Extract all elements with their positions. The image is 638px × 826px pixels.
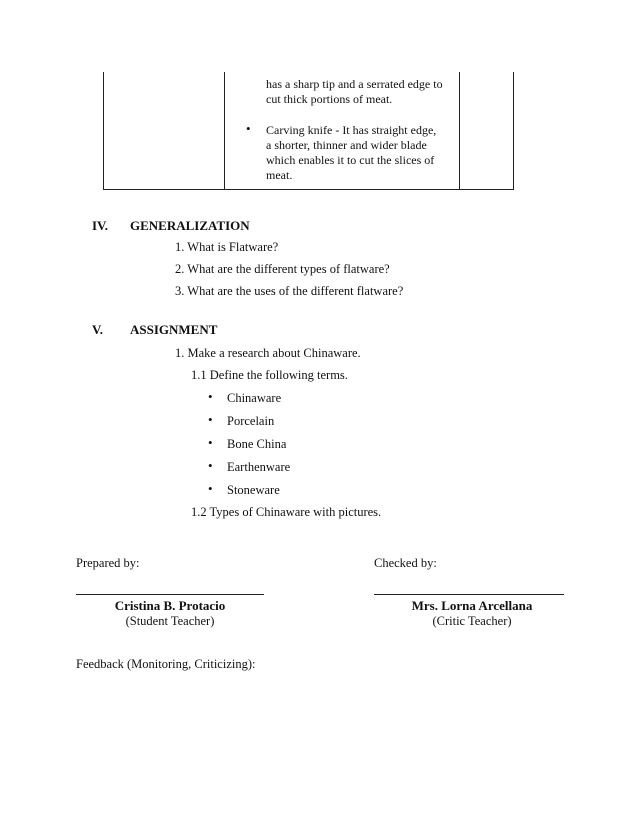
bullet-icon: • <box>208 481 213 496</box>
term-item: Earthenware <box>227 460 291 474</box>
section-title: GENERALIZATION <box>130 218 250 233</box>
table-divider <box>459 72 460 189</box>
carving-knife-line: which enables it to cut the slices of <box>266 153 435 167</box>
bullet-icon: • <box>208 458 213 473</box>
question-item: 2. What are the different types of flatware? <box>175 262 390 276</box>
table-divider <box>224 72 225 189</box>
assignment-subitem: 1.1 Define the following terms. <box>191 368 348 382</box>
knife-description-line: cut thick portions of meat. <box>266 92 393 106</box>
knife-description-line: has a sharp tip and a serrated edge to <box>266 77 443 91</box>
term-item: Bone China <box>227 437 287 451</box>
question-item: 3. What are the uses of the different flatware? <box>175 284 404 298</box>
checked-by-name: Mrs. Lorna Arcellana <box>411 598 533 613</box>
prepared-by-label: Prepared by: <box>76 556 140 570</box>
prepared-by-name: Cristina B. Protacio <box>114 598 226 613</box>
carving-knife-line: a shorter, thinner and wider blade <box>266 138 427 152</box>
section-numeral: V. <box>92 322 103 337</box>
bullet-icon: • <box>208 412 213 427</box>
term-item: Porcelain <box>227 414 275 428</box>
checked-by-label: Checked by: <box>374 556 437 570</box>
term-item: Stoneware <box>227 483 280 497</box>
carving-knife-line: Carving knife - It has straight edge, <box>266 123 437 137</box>
prepared-by-role: (Student Teacher) <box>125 614 215 628</box>
feedback-label: Feedback (Monitoring, Criticizing): <box>76 657 256 671</box>
carving-knife-line: meat. <box>266 168 293 182</box>
signature-line <box>76 594 264 595</box>
assignment-item: 1. Make a research about Chinaware. <box>175 346 361 360</box>
assignment-subitem: 1.2 Types of Chinaware with pictures. <box>191 505 382 519</box>
checked-by-role: (Critic Teacher) <box>432 614 512 628</box>
question-item: 1. What is Flatware? <box>175 240 279 254</box>
bullet-icon: • <box>208 389 213 404</box>
bullet-icon: • <box>208 435 213 450</box>
bullet-icon: • <box>246 121 251 136</box>
signature-line <box>374 594 564 595</box>
section-numeral: IV. <box>92 218 109 233</box>
section-title: ASSIGNMENT <box>130 322 218 337</box>
term-item: Chinaware <box>227 391 282 405</box>
